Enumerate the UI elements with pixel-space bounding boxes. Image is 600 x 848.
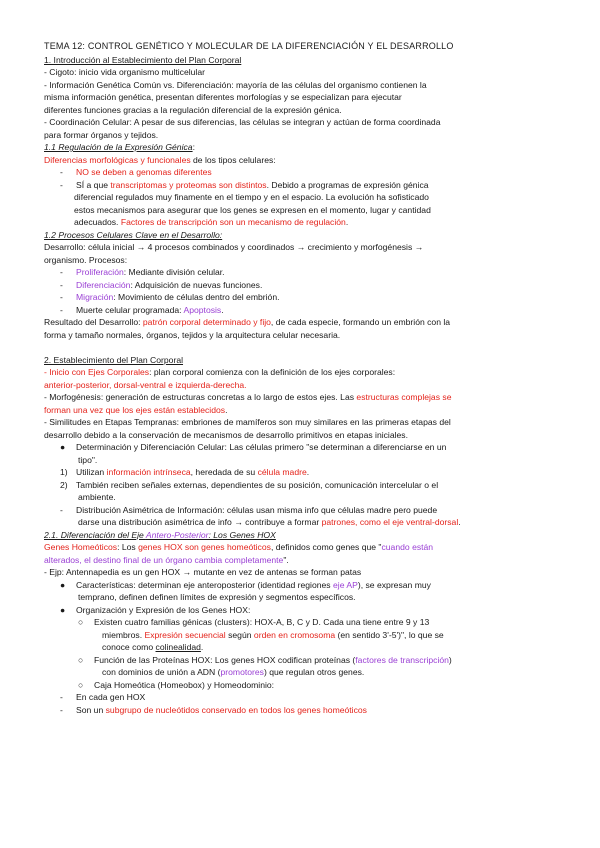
list-item-continuation — [44, 629, 562, 642]
dot-bullet: ● — [60, 579, 66, 590]
list-item-continuation: diferencial regulados muy finamente en el tiempo y en el espacio. La evolución ha sofisticado — [74, 192, 429, 202]
text: , heredada de su — [190, 467, 258, 477]
purple-term: Proliferación — [76, 267, 124, 277]
text: Distribución Asimétrica de Información: células usan misma info que células madre pero puede — [76, 504, 438, 515]
text: Caja Homeótica (Homeobox) y Homeodominio: — [94, 679, 275, 690]
text: Determinación y Diferenciación Celular: Las células primero "se determinan a diferenciarse en un — [76, 442, 447, 452]
text: : Adquisición de nuevas funciones. — [130, 279, 263, 290]
subsection-2-1-heading — [44, 529, 562, 542]
numbered-item — [44, 466, 562, 479]
dash-item — [44, 704, 562, 717]
text: , definidos como genes que " — [270, 542, 382, 552]
text: miembros. — [102, 629, 145, 640]
list-item — [44, 279, 562, 292]
purple-term: promotores — [220, 667, 264, 677]
paragraph-line: - Cigoto: inicio vida organismo multicelular — [44, 67, 205, 77]
text: SÍ a que — [76, 179, 111, 190]
section-1-heading: 1. Introducción al Establecimiento del Plan Corporal — [44, 54, 242, 65]
list-item-continuation: temprano, definen definen límites de expresión y segmentos específicos. — [78, 592, 356, 602]
list-item — [44, 504, 562, 517]
dash-bullet: - — [60, 167, 63, 177]
highlight-text: Expresión secuencial — [144, 629, 226, 640]
paragraph-line — [44, 554, 562, 567]
text: Utilizan — [76, 467, 107, 477]
text: . — [458, 517, 461, 527]
highlight-text: información intrínseca — [106, 467, 191, 477]
number-marker: 2) — [60, 479, 68, 490]
highlight-text: NO se deben a genomas diferentes — [76, 167, 212, 177]
subsection-1-2-heading: 1.2 Procesos Celulares Clave en el Desarrollo: — [44, 229, 223, 240]
paragraph-line — [44, 154, 562, 167]
paragraph-line — [44, 316, 562, 329]
text: : Mediante división celular. — [123, 267, 225, 277]
text: según — [225, 629, 254, 640]
text: Organización y Expresión de los Genes HOX: — [76, 604, 251, 615]
highlight-text: patrones, como el eje ventral-dorsal — [321, 517, 459, 527]
list-item-continuation — [44, 641, 562, 654]
text: : Los — [117, 542, 139, 552]
purple-term: Apoptosis — [183, 304, 222, 315]
text: Muerte celular programada: — [76, 304, 184, 315]
paragraph-line: - Coordinación Celular: A pesar de sus diferencias, las células se integran y actúan de forma coordinada — [44, 117, 441, 127]
list-item-continuation — [44, 216, 562, 229]
list-item — [44, 291, 562, 304]
paragraph-line: organismo. Procesos: — [44, 254, 128, 265]
text: . — [225, 404, 228, 415]
paragraph-line — [44, 366, 562, 379]
section-2-heading: 2. Establecimiento del Plan Corporal — [44, 354, 184, 365]
page-title: TEMA 12: CONTROL GENÉTICO Y MOLECULAR DE LA DIFERENCIACIÓN Y EL DESARROLLO — [44, 41, 454, 51]
list-item-continuation: tipo". — [78, 454, 98, 465]
spacer — [44, 341, 562, 354]
highlight-text: Factores de transcripción son un mecanismo de regulación — [120, 217, 346, 227]
dash-bullet: - — [60, 704, 63, 715]
purple-term: factores de transcripción — [355, 654, 449, 665]
highlight-text: Genes Homeóticos — [44, 542, 118, 552]
paragraph-line: - Ejp: Antennapedia es un gen HOX → mutante en vez de antenas se forman patas — [44, 567, 362, 577]
highlight-text: - Inicio con Ejes Corporales — [44, 367, 150, 377]
highlight-text: forman una vez que los ejes están establecidos — [44, 404, 226, 415]
highlight-text: subgrupo de nucleótidos conservado en todos los genes homeóticos — [105, 704, 367, 715]
highlight-text: transcriptomas y proteomas son distintos — [110, 179, 267, 190]
circle-bullet: ○ — [78, 654, 84, 665]
text: ) — [448, 654, 452, 665]
highlight-text: orden en cromosoma — [253, 629, 336, 640]
paragraph-line: - Información Genética Común vs. Diferenciación: mayoría de las células del organismo contienen la — [44, 79, 427, 90]
purple-term: cuando están — [381, 542, 434, 552]
text: , de cada especie, formando un embrión con la — [270, 317, 451, 327]
dash-bullet: - — [60, 179, 63, 190]
dash-bullet: - — [60, 292, 63, 302]
list-item — [44, 179, 562, 192]
text: : Los Genes HOX — [208, 529, 276, 540]
text: También reciben señales externas, dependientes de su posición, comunicación intercelular o el — [76, 479, 439, 490]
paragraph-line: anterior-posterior, dorsal-ventral e izquierda-derecha. — [44, 379, 247, 390]
sub-list-item — [44, 616, 562, 629]
dash-bullet: - — [60, 304, 63, 315]
paragraph-line: diferentes funciones gracias a la regulación diferencial de la expresión génica. — [44, 104, 342, 115]
text: Son un — [76, 704, 106, 715]
circle-bullet: ○ — [78, 679, 84, 690]
text: : Movimiento de células dentro del embrión. — [113, 292, 280, 302]
text: En cada gen HOX — [76, 692, 146, 702]
list-item — [44, 266, 562, 279]
text: . — [221, 304, 224, 315]
highlight-text: genes HOX son genes homeóticos — [138, 542, 271, 552]
purple-term: Diferenciación — [76, 279, 131, 290]
paragraph-line: forma y tamaño normales, órganos, tejidos y la arquitectura celular necesaria. — [44, 329, 341, 340]
circle-bullet: ○ — [78, 617, 84, 627]
purple-term: Migración — [76, 292, 114, 302]
text: darse una distribución asimétrica de info → contribuye a formar — [78, 517, 322, 527]
text: ) que regulan otros genes. — [263, 667, 365, 677]
list-item — [44, 304, 562, 317]
text: adecuados. — [74, 217, 121, 227]
sub-list-item — [44, 654, 562, 667]
number-marker: 1) — [60, 467, 68, 477]
text: . — [306, 467, 310, 477]
sub-list-item — [44, 679, 562, 692]
text: (en sentido 3'-5')", lo que se — [335, 629, 444, 640]
paragraph-line: - Similitudes en Etapas Tempranas: embriones de mamíferos son muy similares en las primeras etapas del — [44, 417, 451, 427]
subsection-1-1-heading — [44, 141, 562, 154]
text: con dominios de unión a ADN ( — [102, 667, 221, 677]
text: Características: determinan eje anteroposterior (identidad regiones — [76, 579, 333, 590]
paragraph-line: Desarrollo: célula inicial → 4 procesos combinados y coordinados → crecimiento y morfogénesis → — [44, 242, 424, 252]
text: - Morfogénesis: generación de estructuras concretas a lo largo de estos ejes. Las — [44, 392, 357, 402]
paragraph-line: para formar órganos y tejidos. — [44, 129, 159, 140]
dash-bullet: - — [60, 504, 63, 515]
text: Resultado del Desarrollo: — [44, 317, 143, 327]
text: . Debido a programas de expresión génica — [266, 179, 429, 190]
colon: : — [192, 142, 195, 152]
dash-bullet: - — [60, 692, 63, 702]
list-item-continuation — [44, 666, 562, 679]
paragraph-line: misma información genética, presentan diferentes morfologías y se especializan para ejecutar — [44, 92, 402, 102]
highlight-text: patrón corporal determinado y fijo — [142, 317, 271, 327]
list-item — [44, 604, 562, 617]
dot-bullet: ● — [60, 604, 66, 615]
numbered-item — [44, 479, 562, 492]
dot-bullet: ● — [60, 442, 66, 452]
text: . — [345, 217, 349, 227]
purple-term: eje AP — [333, 579, 358, 590]
text: . — [200, 642, 204, 652]
text: de los tipos celulares: — [190, 154, 276, 165]
list-item-continuation: ambiente. — [78, 492, 116, 502]
list-item-continuation — [44, 516, 562, 529]
purple-term: alterados, el destino final de un órgano cambia completamente — [44, 554, 284, 565]
paragraph-line — [44, 404, 562, 417]
text: Existen cuatro familias génicas (clusters): HOX-A, B, C y D. Cada una tiene entre 9 y 13 — [94, 617, 430, 627]
paragraph-line — [44, 541, 562, 554]
dash-bullet: - — [60, 267, 63, 277]
dash-item — [44, 691, 562, 704]
text: : plan corporal comienza con la definición de los ejes corporales: — [149, 367, 396, 377]
paragraph-line — [44, 391, 562, 404]
text: ". — [283, 554, 289, 565]
underlined-term: colinealidad — [155, 642, 201, 652]
text: Función de las Proteínas HOX: Los genes HOX codifican proteínas ( — [94, 654, 356, 665]
list-item — [44, 441, 562, 454]
text: conoce como — [102, 642, 156, 652]
highlight-text: célula madre — [257, 467, 307, 477]
paragraph-line: desarrollo debido a la conservación de mecanismos de desarrollo primitivos en etapas iniciales. — [44, 429, 408, 440]
text: ), se expresan muy — [357, 579, 431, 590]
subsection-title: 1.1 Regulación de la Expresión Génica — [44, 142, 193, 152]
highlight-text: Diferencias morfológicas y funcionales — [44, 154, 191, 165]
list-item — [44, 166, 562, 179]
text: 2.1. Diferenciación del Eje — [44, 529, 146, 540]
list-item-continuation: estos mecanismos para asegurar que los genes se expresen en el momento, lugar y cantidad — [74, 204, 431, 215]
dash-bullet: - — [60, 279, 63, 290]
list-item — [44, 579, 562, 592]
purple-term: Antero-Posterior — [145, 529, 209, 540]
highlight-text: estructuras complejas se — [356, 392, 452, 402]
